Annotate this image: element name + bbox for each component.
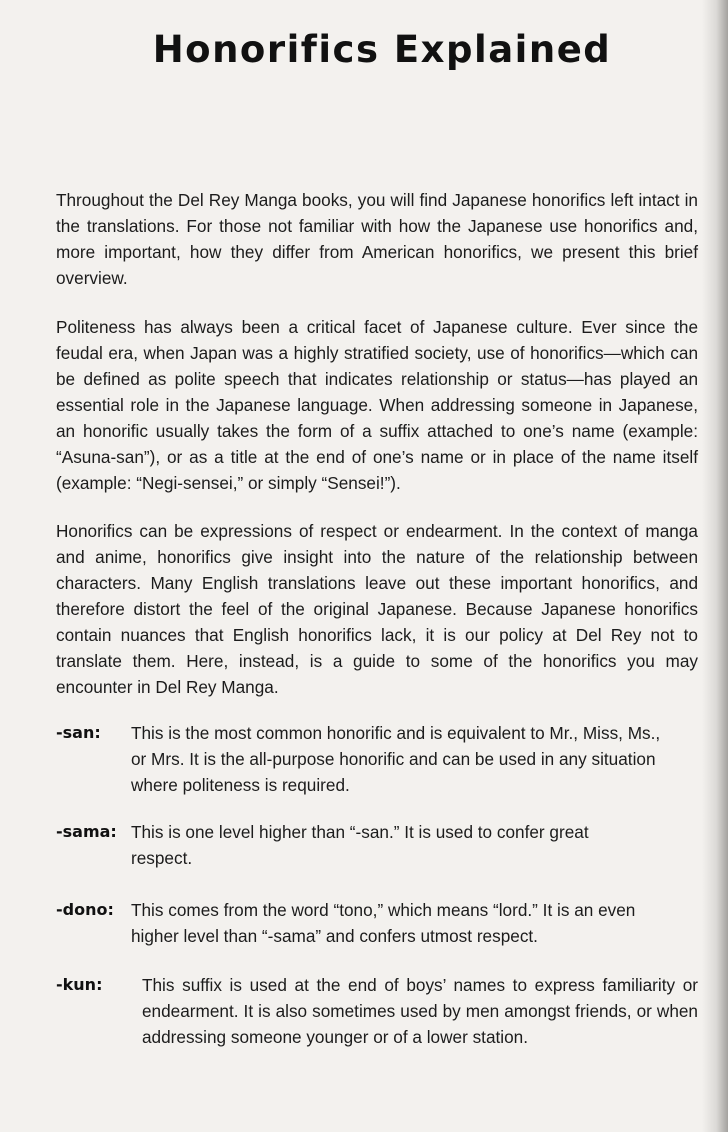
honorific-definition-kun: This suffix is used at the end of boys’ names to express familiarity or endearment. It is also sometimes used by men amongst friends, or when addressing someone younger or of a lower station. [142,975,698,1047]
intro-paragraph-3: Honorifics can be expressions of respect or endearment. In the context of manga and anime, honorifics give insight into the nature of the relationship between characters. Many English translations leave out these important honorifics, and therefore distort the feel of the original Japanese. Because Japanese honorifics contain nuances that English honorifics lack, it is our policy at Del Rey not to translate them. Here, instead, is a guide to some of the honorifics you may encounter in Del Rey Manga. [56,521,698,697]
page-title: Honorifics Explained [152,28,612,71]
intro-paragraph-2: Politeness has always been a critical facet of Japanese culture. Ever since the feudal era, when Japan was a highly stratified society, use of honorifics—which can be defined as polite speech that indicates relationship or status—has played an essential role in the Japanese language. When addressing someone in Japanese, an honorific usually takes the form of a suffix attached to one’s name (example: “Asuna-san”), or as a title at the end of one’s name or in place of the name itself (example: “Negi-sensei,” or simply “Sensei!”). [56,317,698,493]
honorific-term-kun: -kun: [56,975,103,994]
honorific-term-dono: -dono: [56,900,114,919]
honorific-definition-san: This is the most common honorific and is equivalent to Mr., Miss, Ms., or Mrs. It is the all-purpose honorific and can be used in any situation where politeness is required. [131,723,661,795]
intro-paragraph-1: Throughout the Del Rey Manga books, you will find Japanese honorifics left intact in the translations. For those not familiar with how the Japanese use honorifics and, more important, how they differ from American honorifics, we present this brief overview. [56,190,698,288]
page-edge-shadow [702,0,728,1132]
honorific-definition-sama: This is one level higher than “-san.” It is used to confer great respect. [131,822,589,868]
honorific-term-san: -san: [56,723,101,742]
honorific-term-sama: -sama: [56,822,117,841]
honorific-definition-dono: This comes from the word “tono,” which means “lord.” It is an even higher level than “-sama” and confers utmost respect. [131,900,636,946]
